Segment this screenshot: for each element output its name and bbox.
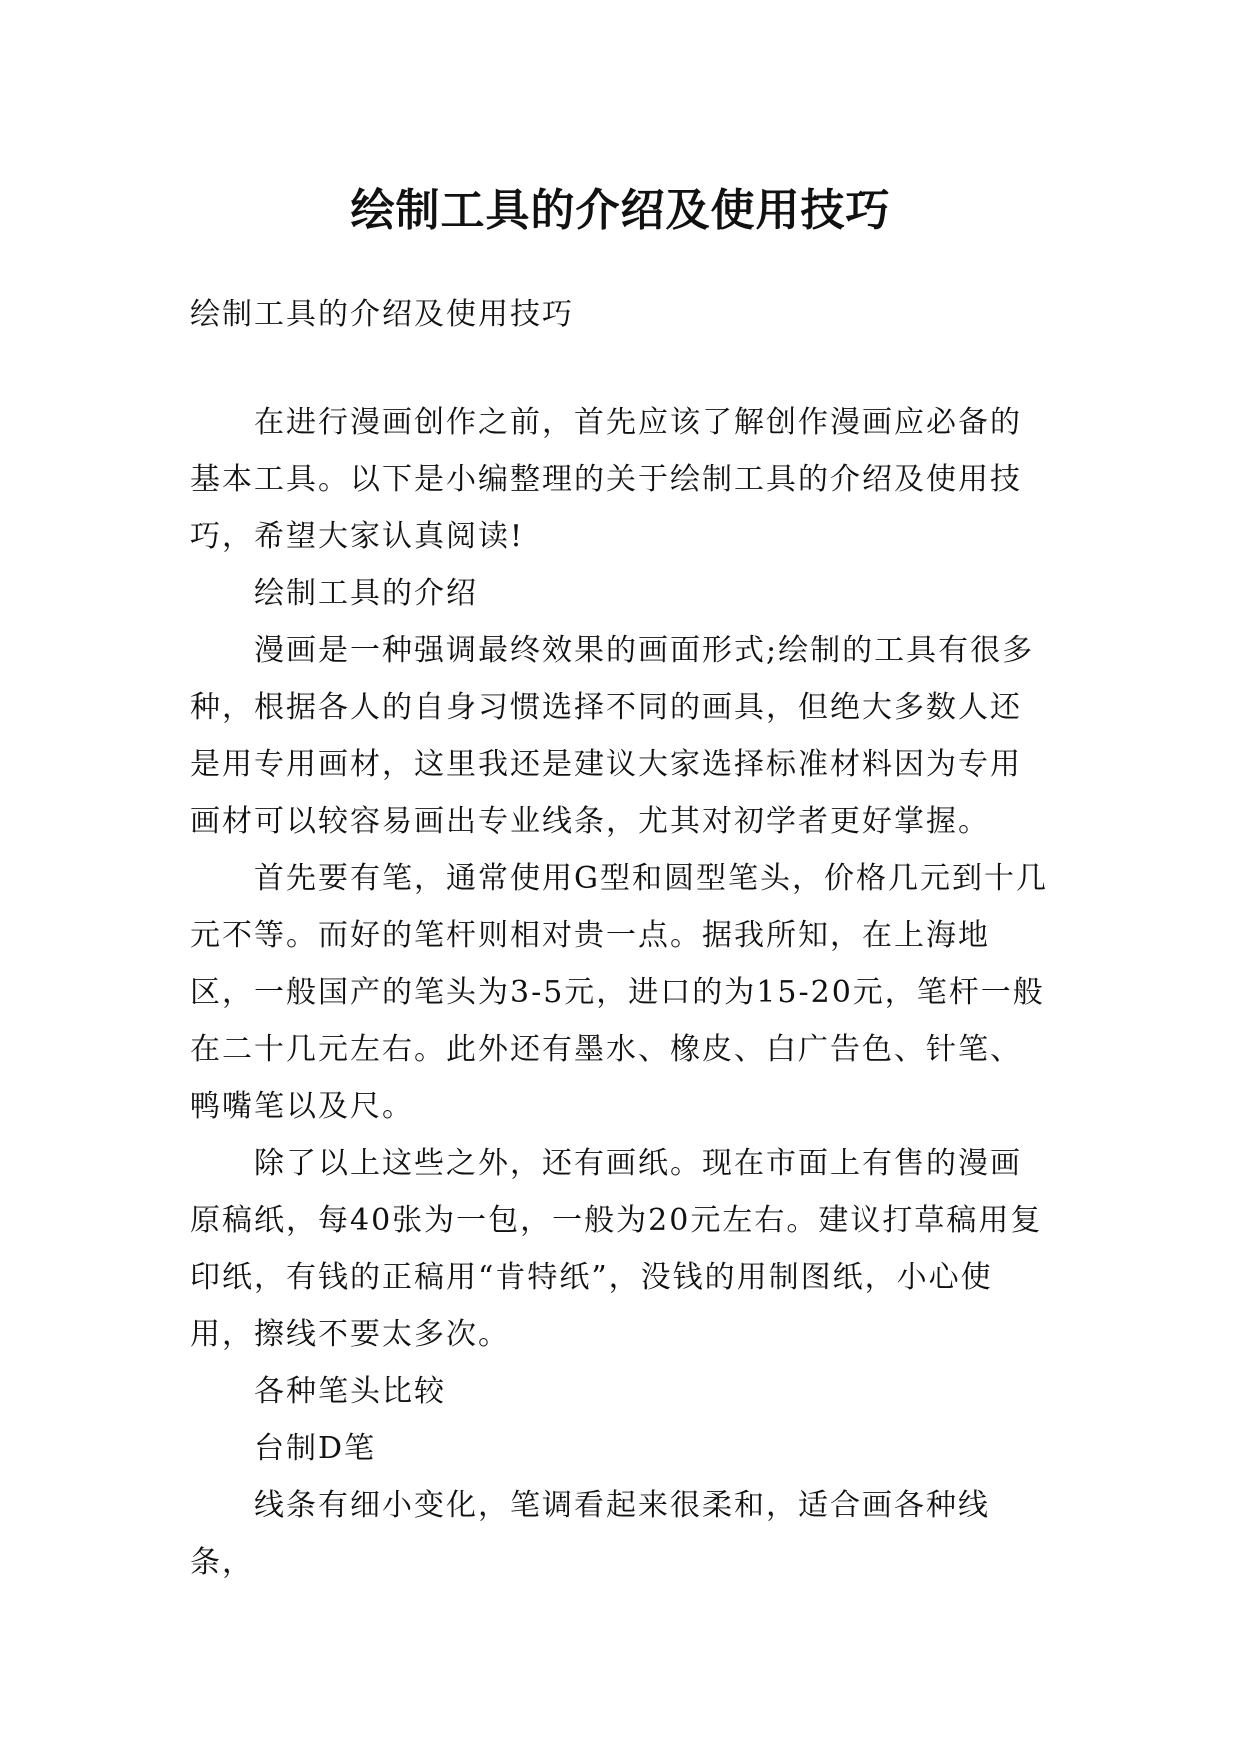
paragraph-d-pen: 线条有细小变化，笔调看起来很柔和，适合画各种线条， (190, 1488, 990, 1580)
paragraph-manga-tools: 漫画是一种强调最终效果的画面形式;绘制的工具有很多种，根据各人的自身习惯选择不同的画具，但绝大多数人还是用专用画材，这里我还是建议大家选择标准材料因为专用画材可以较容易画出专业线条，尤其对初学者更好掌握。 (190, 633, 1035, 839)
section-heading-nib-comparison: 各种笔头比较 (254, 1374, 446, 1409)
document-body (190, 286, 1050, 1591)
document-title: 绘制工具的介绍及使用技巧 (350, 185, 891, 237)
paragraph-paper: 除了以上这些之外，还有画纸。现在市面上有售的漫画原稿纸，每40张为一包，一般为20元左右。建议打草稿用复印纸，有钱的正稿用“肯特纸”，没钱的用制图纸，小心使用，擦线不要太多次。 (190, 1146, 1043, 1352)
section-heading-d-pen: 台制D笔 (254, 1431, 377, 1466)
paragraph-pens: 首先要有笔，通常使用G型和圆型笔头，价格几元到十几元不等。而好的笔杆则相对贵一点。据我所知，在上海地区，一般国产的笔头为3-5元，进口的为15-20元，笔杆一般在二十几元左右。此外还有墨水、橡皮、白广告色、针笔、鸭嘴笔以及尺。 (190, 861, 1048, 1124)
paragraph-intro: 在进行漫画创作之前，首先应该了解创作漫画应必备的基本工具。以下是小编整理的关于绘制工具的介绍及使用技巧，希望大家认真阅读! (190, 405, 1022, 554)
document-subtitle: 绘制工具的介绍及使用技巧 (190, 297, 574, 332)
section-heading-tools-intro: 绘制工具的介绍 (254, 576, 478, 611)
